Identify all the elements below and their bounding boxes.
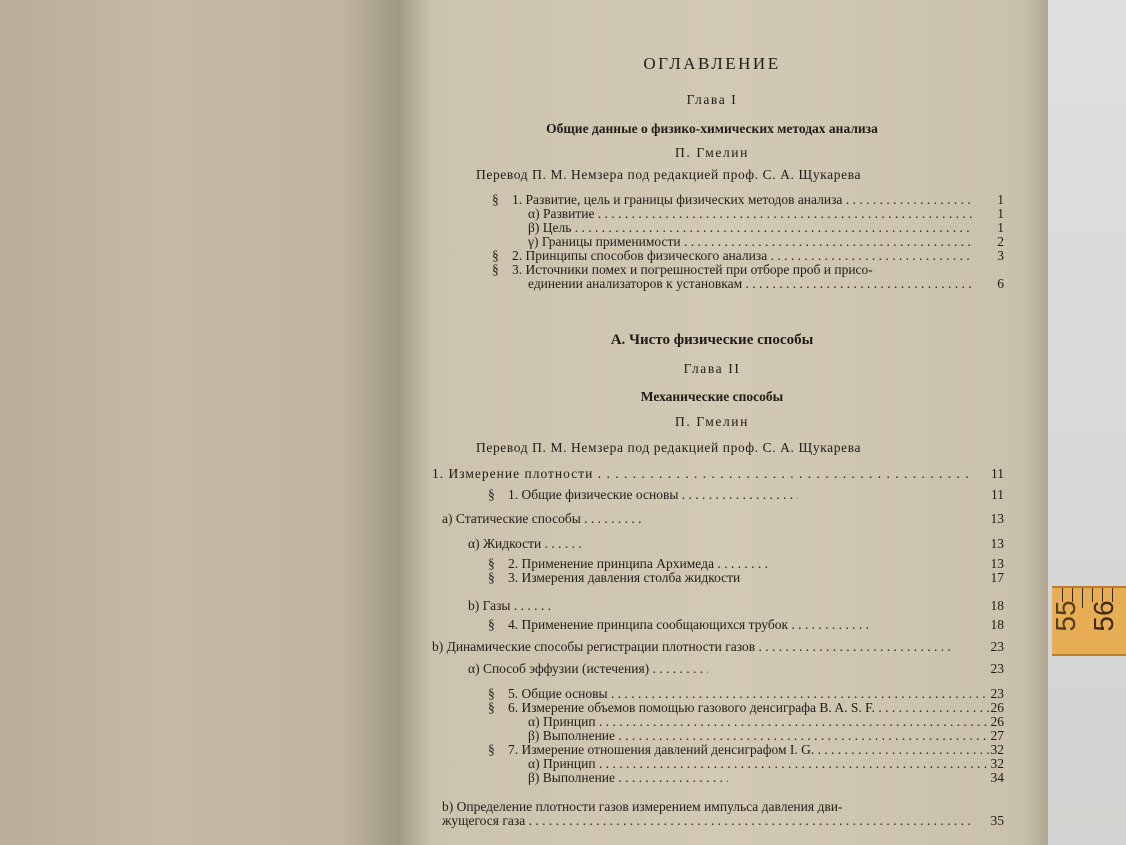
section-sign: § [488,570,495,585]
section-sign: § [488,700,495,715]
toc-entry-page: 32 [990,756,1004,771]
chapter-1-author: П. Гмелин [675,145,749,160]
background-surface [1048,0,1126,845]
toc-entry-label: 3. Измерения давления столба жидкости [508,570,741,585]
toc-entry [432,661,1004,677]
measuring-tape [1052,586,1126,656]
section-sign: § [488,742,495,757]
toc-entry-page: 23 [990,661,1004,676]
toc-entry-label: b) Определение плотности газов измерением импульса давления дви- [442,799,843,814]
toc-entry-page: 11 [991,487,1004,502]
toc-entry [432,570,1004,586]
chapter-1-title: Общие данные о физико-химических методах анализа [546,121,878,136]
toc-entry-label: α) Способ эффузии (истечения) . . . [468,661,708,677]
toc-entry-page: 18 [990,617,1004,632]
tape-mark-prev: 55 [1050,600,1081,632]
toc-entry-page: 23 [990,639,1004,654]
toc-entry-label: α) Жидкости . . . [468,536,586,552]
toc-entry-label: жущегося газа . . . [442,813,972,829]
toc-entry-page: 35 [990,813,1004,828]
toc-entry-label: β) Цель . . . [528,220,974,236]
toc-entry-label: a) Статические способы . . . [442,511,642,527]
section-sign: § [488,487,495,502]
toc-page [400,0,1048,845]
toc-entry-label: 2. Применение принципа Архимеда . . . [508,556,768,572]
toc-entry-page: 23 [990,686,1004,701]
part-a-heading: А. Чисто физические способы [610,332,814,348]
toc-entry [432,487,1004,503]
section-sign: § [488,617,495,632]
left-blank-page [0,0,402,845]
toc-entry-page: 11 [991,466,1004,481]
toc-entry [432,770,1004,786]
toc-entry-label: 7. Измерение отношения давлений денсиграфом I. G. . . . [508,742,990,758]
toc-entry-label: γ) Границы применимости . . . [528,234,974,250]
toc-entry [432,617,1004,633]
toc-entry [432,598,1004,614]
toc-entry-label: b) Газы . . . [468,598,554,614]
toc-entry-page: 1 [997,220,1004,235]
toc-entry-label: 6. Измерение объемов помощью газового денсиграфа B. A. S. F. . . . [508,700,990,716]
toc-entry-page: 27 [990,728,1004,743]
toc-entry-label: 1. Общие физические основы . . . [508,487,798,503]
section-sign: § [488,556,495,571]
toc-entry [432,813,1004,829]
toc-entry-label: 3. Источники помех и погрешностей при отборе проб и присо- [512,262,873,277]
toc-entry-page: 34 [990,770,1004,785]
toc-entry [432,511,1004,527]
toc-entry [432,466,1004,482]
toc-entry-label: b) Динамические способы регистрации плотности газов . . . [432,639,952,655]
toc-entry [432,639,1004,655]
toc-entry-label: 1. Измерение плотности . . . [432,466,974,482]
chapter-2-translator: Перевод П. М. Немзера под редакцией проф. С. А. Щукарева [476,440,862,455]
toc-entry-page: 3 [997,248,1004,263]
toc-entry [432,536,1004,552]
chapter-2-author: П. Гмелин [675,414,749,429]
toc-entry-page: 26 [990,714,1004,729]
chapter-2-title: Механические способы [640,389,784,404]
toc-entry-label: α) Принцип . . . [528,714,990,730]
chapter-1-number: Глава I [686,92,738,107]
toc-entry-page: 1 [997,206,1004,221]
tape-mark-current: 56 [1088,600,1119,632]
section-sign: § [488,686,495,701]
toc-entry-page: 26 [990,700,1004,715]
toc-entry-label: β) Выполнение . . . [528,728,990,744]
section-sign: § [492,248,499,263]
toc-entry-label: единении анализаторов к установкам . . . [528,276,974,292]
toc-entry-label: 5. Общие основы . . . [508,686,990,702]
toc-entry-page: 13 [990,536,1004,551]
toc-entry-page: 32 [990,742,1004,757]
toc-entry-page: 17 [990,570,1004,585]
toc-entry-page: 13 [990,511,1004,526]
toc-entry-label: β) Выполнение . . . [528,770,728,786]
section-sign: § [492,262,499,277]
section-sign: § [492,192,499,207]
toc-entry-page: 2 [997,234,1004,249]
toc-entry-page: 6 [997,276,1004,291]
toc-entry-page: 1 [997,192,1004,207]
toc-heading: ОГЛАВЛЕНИЕ [643,54,781,73]
toc-entry [492,276,1004,292]
toc-entry-label: α) Принцип . . . [528,756,990,772]
chapter-1-translator: Перевод П. М. Немзера под редакцией проф. С. А. Щукарева [476,167,862,182]
toc-entry-label: α) Развитие . . . [528,206,974,222]
toc-entry-page: 18 [990,598,1004,613]
chapter-2-number: Глава II [683,361,741,376]
toc-entry-page: 13 [990,556,1004,571]
toc-entry-label: 1. Развитие, цель и границы физических методов анализа . . . [512,192,974,208]
toc-entry-label: 4. Применение принципа сообщающихся трубок . . . [508,617,868,633]
toc-entry-label: 2. Принципы способов физического анализа . . . [512,248,974,264]
